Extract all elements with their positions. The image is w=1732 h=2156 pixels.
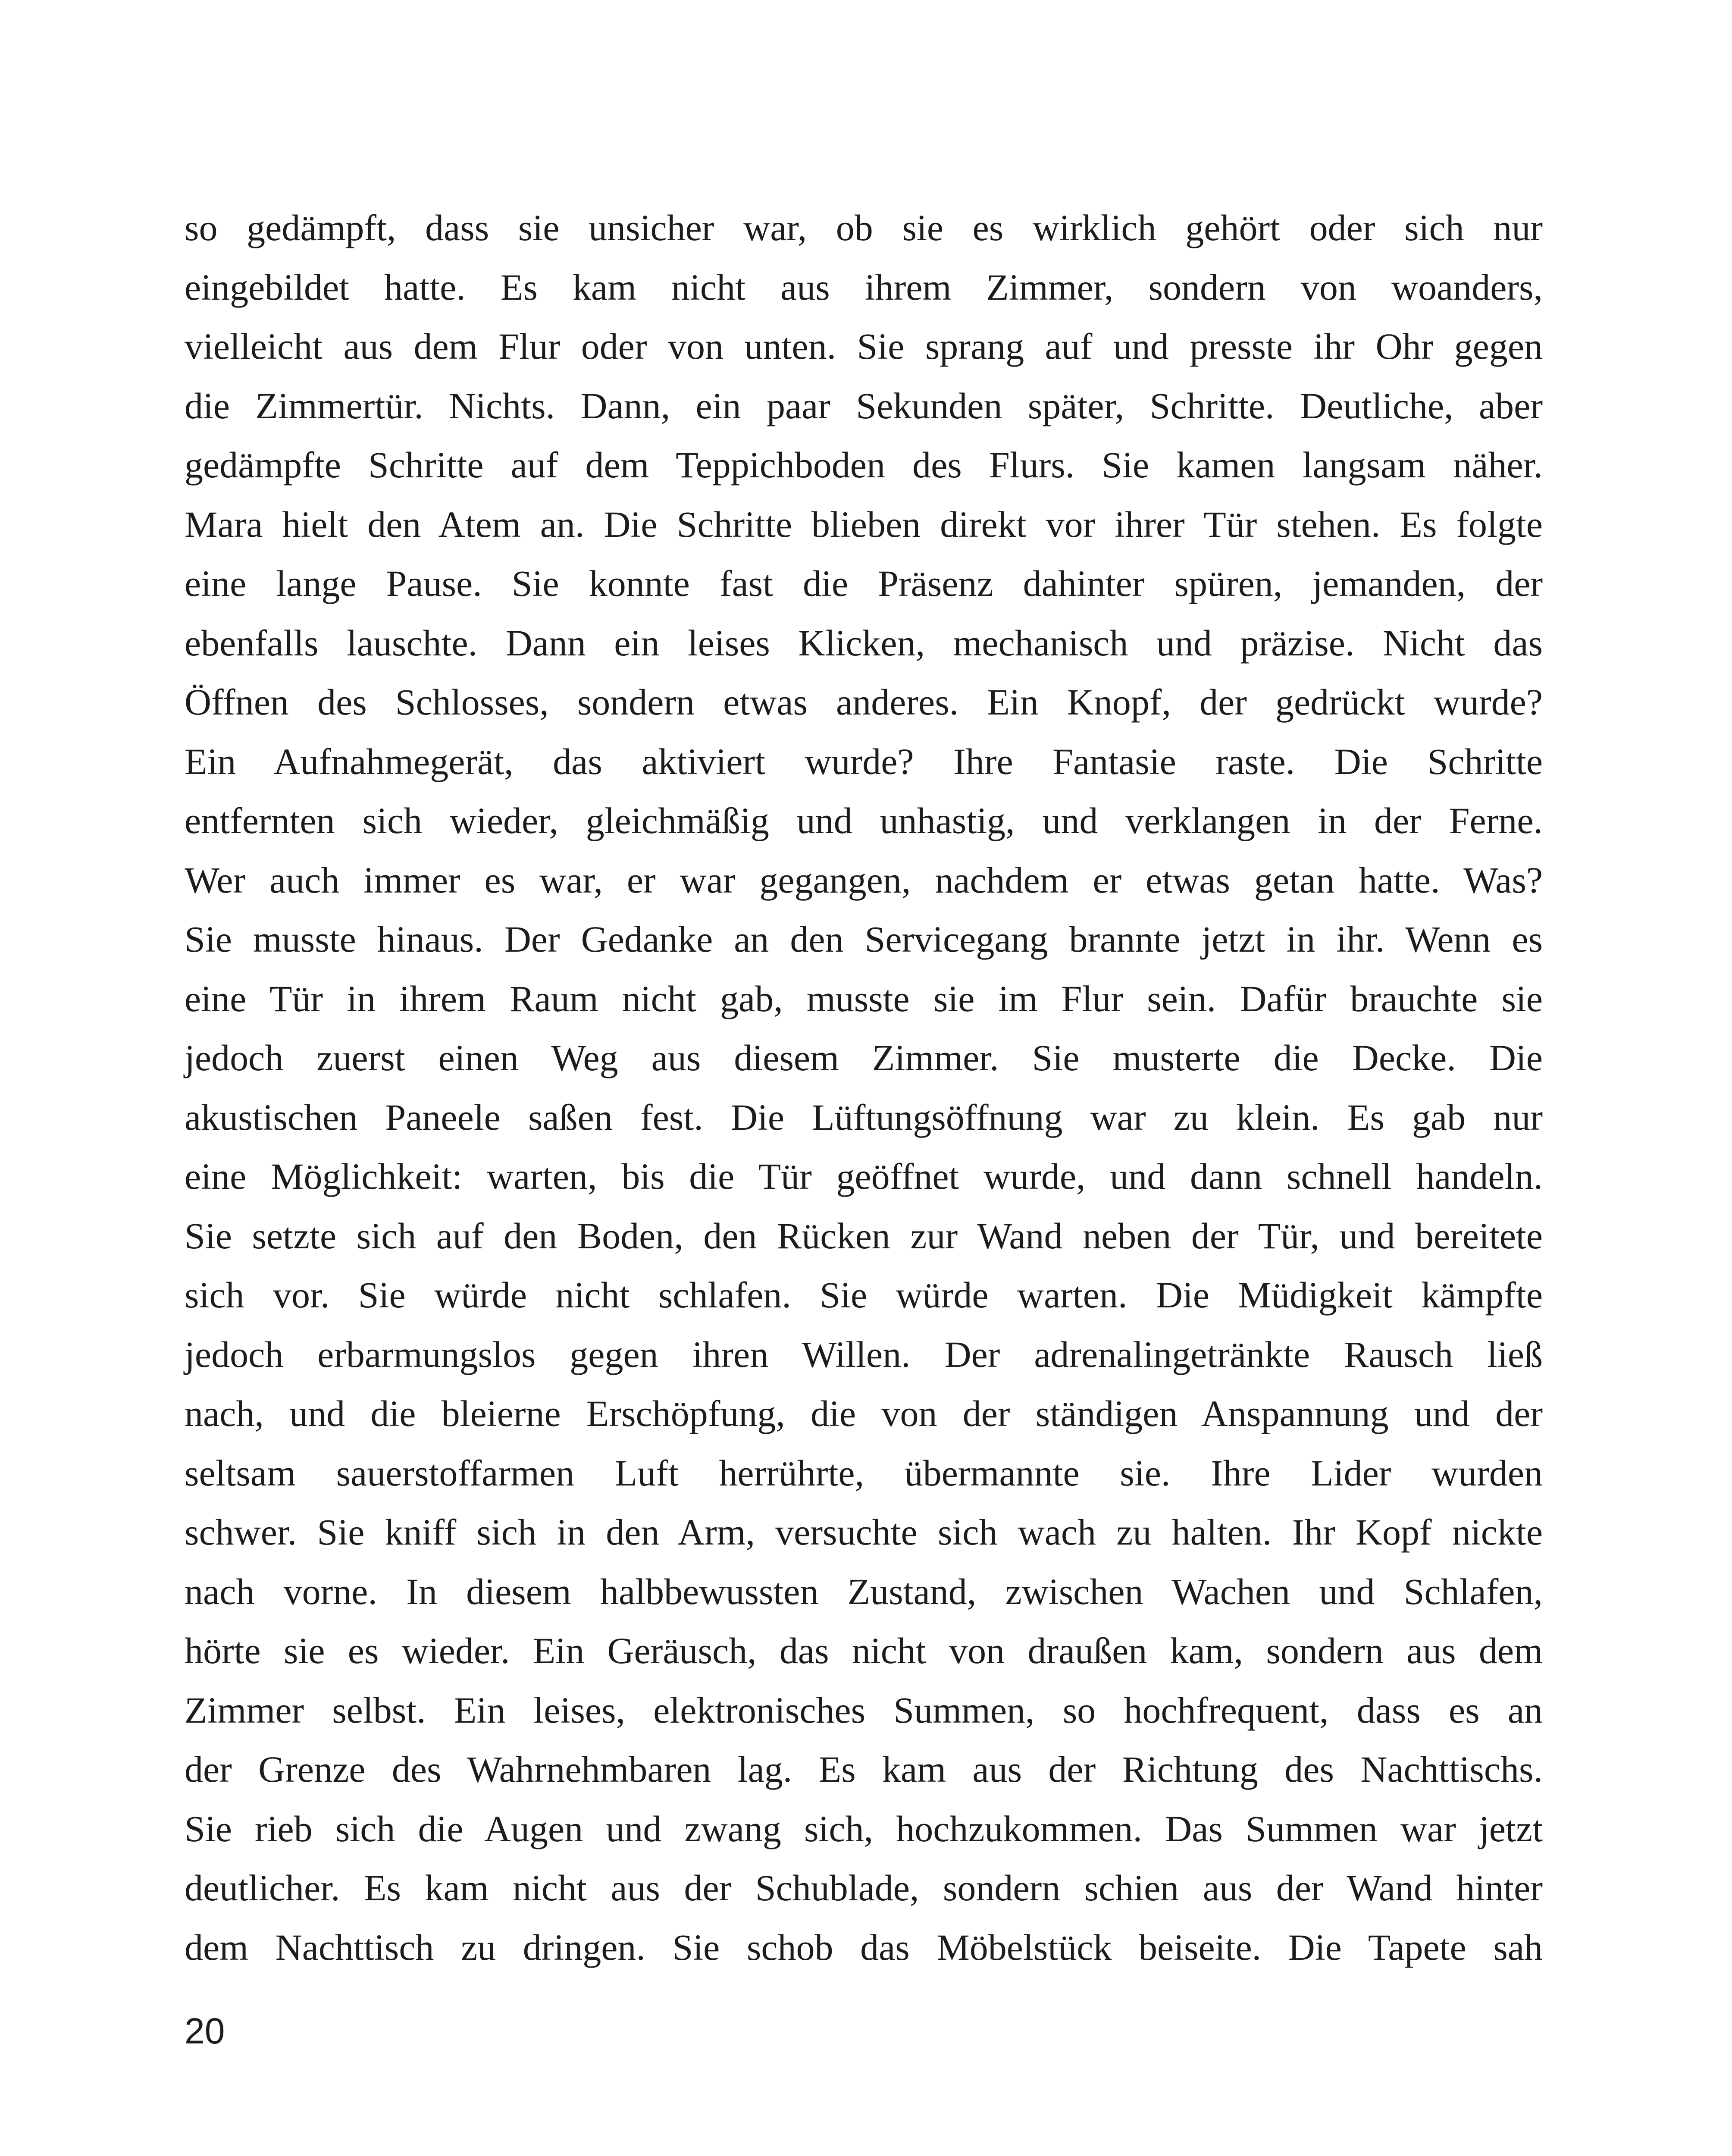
- text-line: Zimmer selbst. Ein leises, elektronisches Summen, so hochfrequent, dass es an: [185, 1689, 1543, 1731]
- text-line: vielleicht aus dem Flur oder von unten. Sie sprang auf und presste ihr Ohr gegen: [185, 326, 1543, 367]
- text-line: eine Tür in ihrem Raum nicht gab, musste sie im Flur sein. Dafür brauchte sie: [185, 978, 1543, 1019]
- text-line: schwer. Sie kniff sich in den Arm, versuchte sich wach zu halten. Ihr Kopf nickte: [185, 1511, 1543, 1553]
- text-line: hörte sie es wieder. Ein Geräusch, das nicht von draußen kam, sondern aus dem: [185, 1630, 1543, 1671]
- text-line: der Grenze des Wahrnehmbaren lag. Es kam aus der Richtung des Nachttischs.: [185, 1749, 1543, 1790]
- text-line: so gedämpft, dass sie unsicher war, ob sie es wirklich gehört oder sich nur: [185, 207, 1543, 248]
- text-line: Sie musste hinaus. Der Gedanke an den Servicegang brannte jetzt in ihr. Wenn es: [185, 918, 1543, 960]
- text-line: deutlicher. Es kam nicht aus der Schublade, sondern schien aus der Wand hinter: [185, 1867, 1543, 1908]
- text-line: entfernten sich wieder, gleichmäßig und unhastig, und verklangen in der Ferne.: [185, 800, 1543, 841]
- text-line: Sie rieb sich die Augen und zwang sich, hochzukommen. Das Summen war jetzt: [185, 1808, 1543, 1849]
- text-line: Öffnen des Schlosses, sondern etwas anderes. Ein Knopf, der gedrückt wurde?: [185, 681, 1543, 723]
- text-line: eine lange Pause. Sie konnte fast die Präsenz dahinter spüren, jemanden, der: [185, 563, 1543, 604]
- text-line: ebenfalls lauschte. Dann ein leises Klicken, mechanisch und präzise. Nicht das: [185, 622, 1543, 664]
- text-line: Ein Aufnahmegerät, das aktiviert wurde? Ihre Fantasie raste. Die Schritte: [185, 740, 1543, 782]
- text-line: die Zimmertür. Nichts. Dann, ein paar Sekunden später, Schritte. Deutliche, aber: [185, 385, 1543, 426]
- text-line: eine Möglichkeit: warten, bis die Tür geöffnet wurde, und dann schnell handeln.: [185, 1156, 1543, 1197]
- text-line: Mara hielt den Atem an. Die Schritte blieben direkt vor ihrer Tür stehen. Es folgte: [185, 503, 1543, 545]
- text-line: akustischen Paneele saßen fest. Die Lüftungsöffnung war zu klein. Es gab nur: [185, 1096, 1543, 1138]
- text-line: sich vor. Sie würde nicht schlafen. Sie würde warten. Die Müdigkeit kämpfte: [185, 1274, 1543, 1316]
- text-line: eingebildet hatte. Es kam nicht aus ihrem Zimmer, sondern von woanders,: [185, 266, 1543, 308]
- text-line: seltsam sauerstoffarmen Luft herrührte, übermannte sie. Ihre Lider wurden: [185, 1452, 1543, 1494]
- text-line: nach vorne. In diesem halbbewussten Zustand, zwischen Wachen und Schlafen,: [185, 1570, 1543, 1612]
- text-line: gedämpfte Schritte auf dem Teppichboden des Flurs. Sie kamen langsam näher.: [185, 444, 1543, 486]
- text-line: dem Nachttisch zu dringen. Sie schob das Möbelstück beiseite. Die Tapete sah: [185, 1926, 1543, 1968]
- text-line: Wer auch immer es war, er war gegangen, nachdem er etwas getan hatte. Was?: [185, 859, 1543, 901]
- text-line: nach, und die bleierne Erschöpfung, die von der ständigen Anspannung und der: [185, 1393, 1543, 1434]
- text-line: jedoch erbarmungslos gegen ihren Willen. Der adrenalingetränkte Rausch ließ: [185, 1333, 1543, 1375]
- body-text: [185, 198, 1543, 1977]
- text-line: Sie setzte sich auf den Boden, den Rücken zur Wand neben der Tür, und bereitete: [185, 1215, 1543, 1257]
- page-number: 20: [185, 2011, 225, 2051]
- text-line: jedoch zuerst einen Weg aus diesem Zimmer. Sie musterte die Decke. Die: [185, 1037, 1543, 1078]
